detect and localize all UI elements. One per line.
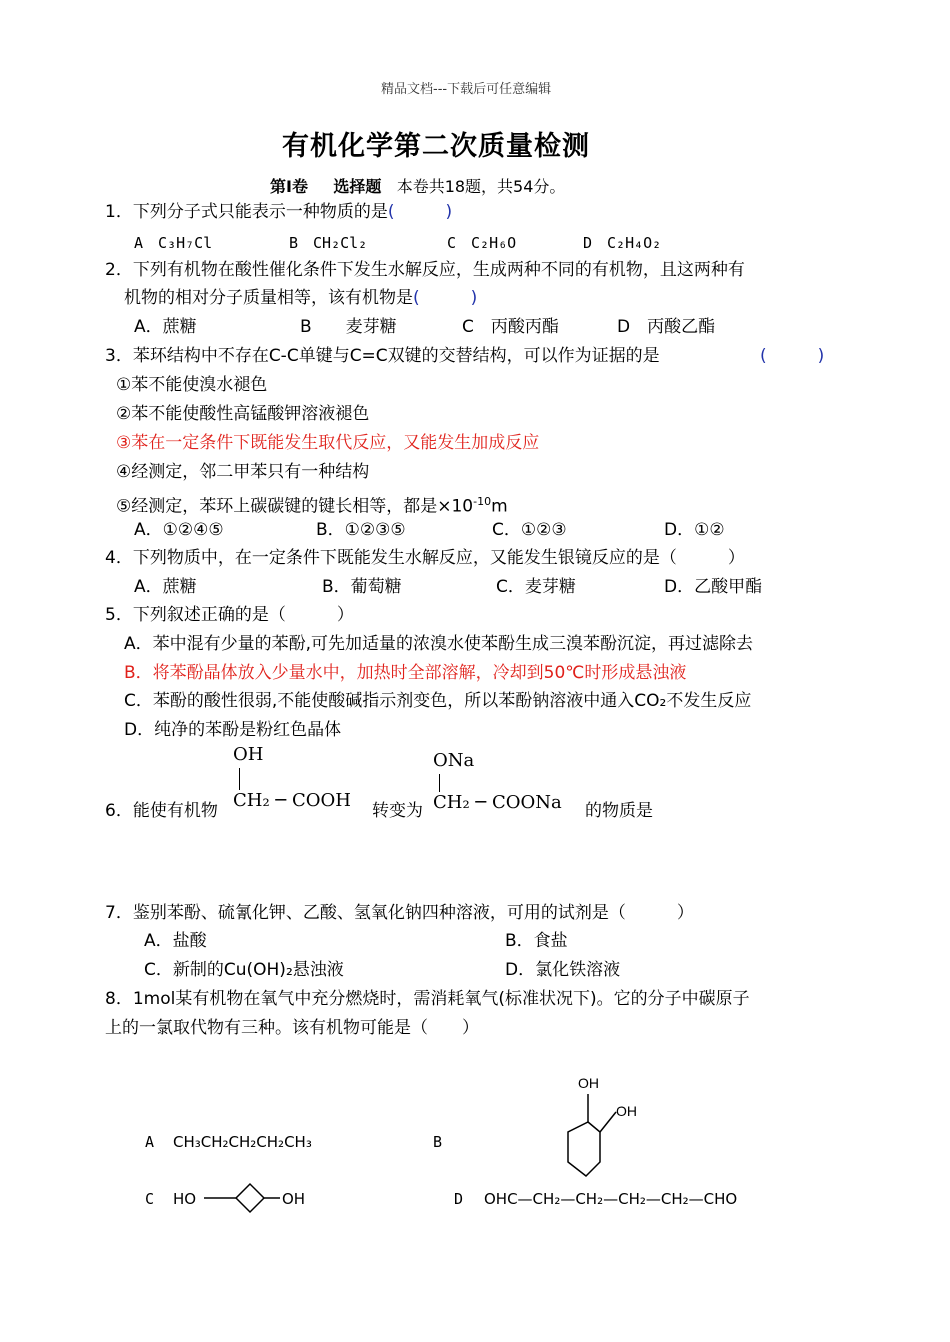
q8-option-d-label: D: [454, 1190, 464, 1208]
q2-stem-line2: [124, 287, 477, 309]
q1-answer-paren: ( ): [387, 202, 453, 222]
q3-item-3: ③苯在一定条件下既能发生取代反应，又能发生加成反应: [116, 433, 540, 453]
section-name: 选择题: [333, 177, 382, 196]
q3-item-2: ②苯不能使酸性高锰酸钾溶液褪色: [116, 404, 370, 424]
header-watermark: 精品文档---下载后可任意编辑: [381, 82, 552, 97]
q8-option-c-structure: [200, 1180, 290, 1220]
q6-mol1-top: OH: [233, 744, 264, 765]
q8-option-b-structure: [550, 1068, 660, 1198]
q8-option-c-right: OH: [282, 1190, 306, 1208]
q6-mol2-bond: [439, 774, 440, 792]
section-desc: 本卷共18题，共54分。: [396, 177, 566, 196]
q2-answer-paren: ( ): [413, 288, 478, 308]
q3-option-b: B．①②③⑤: [316, 520, 406, 540]
q2-stem-text: 机物的相对分子质量相等，该有机物是: [124, 288, 413, 308]
q6-prefix: 6．能使有机物: [105, 801, 218, 821]
q1-option-a: A C₃H₇Cl: [134, 234, 213, 252]
q8-option-c-label: C: [145, 1190, 155, 1208]
q3-stem: 3．苯环结构中不存在C-C单键与C=C双键的交替结构，可以作为证据的是: [105, 346, 660, 366]
q1-option-c: C C₂H₆O: [447, 234, 517, 252]
q1-stem: [105, 201, 452, 223]
q8-stem-line1: 8．1mol某有机物在氧气中充分燃烧时，需消耗氧气(标准状况下)。它的分子中碳原子: [105, 989, 750, 1009]
q4-option-a: A．蔗糖: [134, 577, 197, 597]
q8-option-b-oh2: OH: [616, 1103, 637, 1119]
q2-option-b: B 麦芽糖: [300, 317, 397, 337]
q3-item-1: ①苯不能使溴水褪色: [116, 375, 268, 395]
section-label: 第Ⅰ卷: [270, 177, 308, 196]
q5-option-c: C．苯酚的酸性很弱,不能使酸碱指示剂变色，所以苯酚钠溶液中通入CO₂不发生反应: [124, 691, 752, 711]
q7-stem: 7．鉴别苯酚、硫氰化钾、乙酸、氢氧化钠四种溶液，可用的试剂是（ ）: [105, 903, 694, 923]
q5-option-a: A．苯中混有少量的苯酚,可先加适量的浓溴水使苯酚生成三溴苯酚沉淀，再过滤除去: [124, 634, 754, 654]
q7-option-d: D．氯化铁溶液: [505, 960, 621, 980]
q8-option-a-label: A: [145, 1133, 155, 1151]
q3-item-5-text: ⑤经测定，苯环上碳碳键的键长相等，都是×10: [116, 496, 474, 517]
q4-option-c: C．麦芽糖: [496, 577, 576, 597]
q3-item-5: [116, 491, 508, 518]
q7-option-a: A．盐酸: [144, 931, 207, 951]
q6-suffix: 的物质是: [585, 801, 653, 821]
q3-option-c: C．①②③: [492, 520, 567, 540]
q6-mol2-main: CH₂ ─ COONa: [433, 792, 562, 813]
q6-mol1-main: CH₂ ─ COOH: [233, 790, 351, 811]
q4-option-d: D．乙酸甲酯: [664, 577, 763, 597]
q8-option-b-oh1: OH: [578, 1075, 599, 1091]
q7-option-c: C．新制的Cu(OH)₂悬浊液: [144, 960, 344, 980]
q8-option-c-left: HO: [173, 1190, 197, 1208]
cyclohexane-ring: [568, 1122, 600, 1176]
q5-option-d: D．纯净的苯酚是粉红色晶体: [124, 720, 342, 740]
q5-stem: 5．下列叙述正确的是（ ）: [105, 605, 354, 625]
q6-mol2-top: ONa: [433, 750, 475, 771]
section-heading: [270, 174, 565, 197]
q7-option-b: B．食盐: [505, 931, 568, 951]
q3-item-5-unit: m: [491, 496, 508, 517]
q3-answer-paren: ( ): [760, 346, 825, 366]
q1-stem-text: 1．下列分子式只能表示一种物质的是: [105, 202, 388, 222]
q4-option-b: B．葡萄糖: [322, 577, 402, 597]
q3-item-5-exponent: -10: [473, 495, 492, 508]
q3-item-4: ④经测定，邻二甲苯只有一种结构: [116, 462, 370, 482]
q8-option-a-formula: CH₃CH₂CH₂CH₂CH₃: [173, 1133, 312, 1151]
q1-option-b: B CH₂Cl₂: [289, 234, 368, 252]
q8-option-d-formula: OHC—CH₂—CH₂—CH₂—CH₂—CHO: [484, 1190, 738, 1208]
q8-stem-line2: 上的一氯取代物有三种。该有机物可能是（ ）: [105, 1018, 479, 1038]
q8-option-b-label: B: [433, 1133, 443, 1151]
q5-option-b: B．将苯酚晶体放入少量水中，加热时全部溶解，冷却到50℃时形成悬浊液: [124, 663, 687, 683]
q3-option-a: A．①②④⑤: [134, 520, 224, 540]
q1-option-d: D C₂H₄O₂: [583, 234, 662, 252]
q2-stem-line1: 2．下列有机物在酸性催化条件下发生水解反应，生成两种不同的有机物，且这两种有: [105, 260, 745, 280]
q2-option-d: D 丙酸乙酯: [617, 317, 716, 337]
q2-option-a: A．蔗糖: [134, 317, 197, 337]
q2-option-c: C 丙酸丙酯: [462, 317, 559, 337]
page-title: 有机化学第二次质量检测: [282, 131, 590, 162]
q3-option-d: D．①②: [664, 520, 725, 540]
q6-mid: 转变为: [372, 801, 423, 821]
q6-mol1-bond: [239, 768, 240, 790]
q4-stem: 4．下列物质中，在一定条件下既能发生水解反应，又能发生银镜反应的是（ ）: [105, 548, 745, 568]
